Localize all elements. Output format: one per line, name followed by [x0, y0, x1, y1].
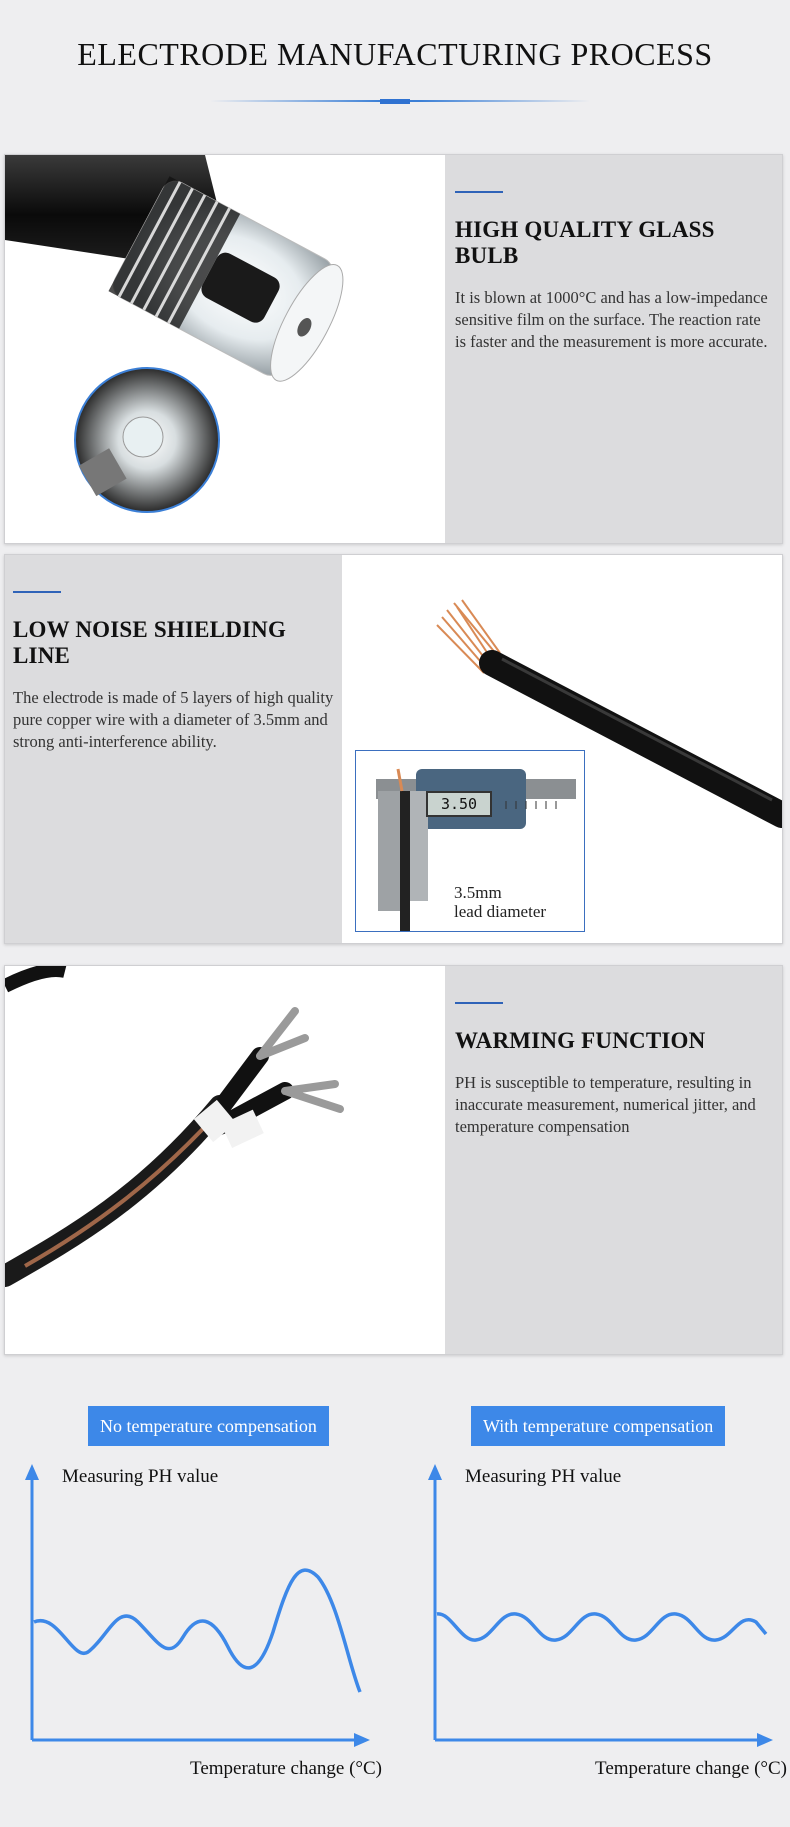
- heading-rule: [13, 591, 61, 593]
- section-heading: WARMING FUNCTION: [455, 1028, 706, 1053]
- heading-rule: [455, 1002, 503, 1004]
- temperature-probe-illustration: [5, 966, 445, 1354]
- chart-with-compensation-plot: [421, 1462, 781, 1762]
- badge-with-compensation: With temperature compensation: [471, 1406, 725, 1446]
- inset-label-caption: lead diameter: [454, 902, 547, 921]
- badge-no-compensation: No temperature compensation: [88, 1406, 329, 1446]
- y-axis-label: Measuring PH value: [465, 1466, 622, 1487]
- glass-bulb-photo: [5, 155, 445, 543]
- unstable-reading-curve: [34, 1570, 360, 1692]
- section-heading: LOW NOISE SHIELDING LINE: [13, 617, 287, 668]
- section-heading: HIGH QUALITY GLASS BULB: [455, 217, 715, 268]
- y-axis-arrow: [428, 1464, 442, 1480]
- section-body: PH is susceptible to temperature, resulting in inaccurate measurement, numerical jitter, and temperature compensation: [455, 1073, 756, 1136]
- caliper-display: 3.50: [426, 791, 492, 817]
- shielding-line-text: [13, 591, 338, 753]
- inset-label-diameter: 3.5mm: [454, 883, 502, 902]
- section-warming-function: [4, 965, 783, 1355]
- y-axis-label: Measuring PH value: [62, 1466, 219, 1487]
- section-glass-bulb: [4, 154, 783, 544]
- x-axis-label: Temperature change (°C): [595, 1758, 787, 1779]
- page-title: ELECTRODE MANUFACTURING PROCESS: [77, 36, 713, 72]
- section-body: It is blown at 1000°C and has a low-impedance sensitive film on the surface. The reaction rate is faster and the measurement is more accurate.: [455, 288, 768, 351]
- caliper-inset: [355, 750, 585, 932]
- warming-photo: [5, 966, 445, 1354]
- chart-with-compensation: [421, 1462, 787, 1782]
- cable-photo: [342, 555, 782, 943]
- heading-rule: [455, 191, 503, 193]
- warming-text: [455, 1002, 770, 1138]
- section-body: The electrode is made of 5 layers of high quality pure copper wire with a diameter of 3.5mm and strong anti-interference ability.: [13, 688, 334, 751]
- x-axis-arrow: [354, 1733, 370, 1747]
- glass-bulb-text: [455, 191, 770, 353]
- y-axis-arrow: [25, 1464, 39, 1480]
- stable-reading-curve: [437, 1614, 766, 1640]
- title-divider-accent: [380, 99, 410, 104]
- x-axis-arrow: [757, 1733, 773, 1747]
- chart-no-compensation: [18, 1462, 382, 1782]
- chart-no-compensation-plot: [18, 1462, 378, 1762]
- section-shielding-line: [4, 554, 783, 944]
- x-axis-label: Temperature change (°C): [190, 1758, 382, 1779]
- electrode-bulb-illustration: [5, 155, 445, 543]
